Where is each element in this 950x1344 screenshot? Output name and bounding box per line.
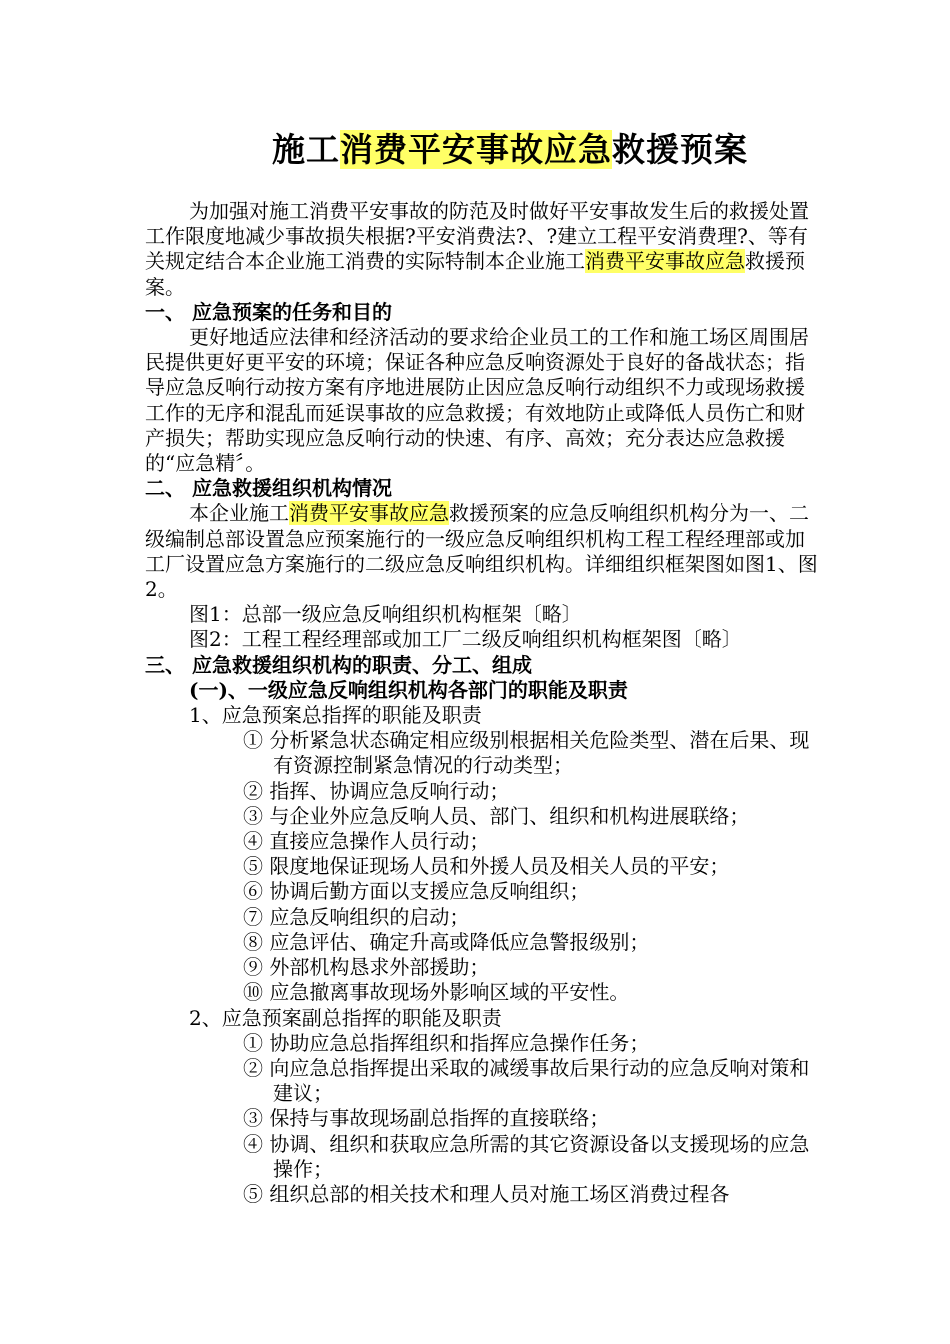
intro-text: 为加强对施工消费平安事故的防范及时做好平安事故发生后的救援处置工作限度地减少事故损失根据?平安消费法?、?建立工程平安消费理?、等有关规定结合本企业施工消费的实际特制本企业施工	[145, 199, 809, 274]
list-item: ⑥ 协调后勤方面以支援应急反响组织；	[243, 879, 590, 904]
intro-paragraph	[145, 199, 820, 300]
intro-tail: 救援预案。	[145, 249, 805, 299]
section-1-heading: 一、 应急预案的任务和目的	[145, 299, 392, 324]
list-item: ⑦ 应急反响组织的启动；	[243, 904, 470, 929]
list-item: ⑨ 外部机构恳求外部援助；	[243, 955, 490, 980]
list-item: ⑤ 组织总部的相关技术和理人员对施工场区消费过程各	[243, 1181, 730, 1206]
list-item: ③ 保持与事故现场副总指挥的直接联络；	[243, 1106, 610, 1131]
section-3-subheading: (一)、一级应急反响组织机构各部门的职能及职责	[189, 677, 628, 702]
list-item: ③ 与企业外应急反响人员、部门、组织和机构进展联络；	[243, 803, 750, 828]
section-3-heading: 三、 应急救援组织机构的职责、分工、组成	[145, 652, 532, 677]
part-1-title: 1、应急预案总指挥的职能及职责	[189, 703, 482, 728]
title-post: 救援预案	[612, 130, 748, 169]
part-2-title: 2、应急预案副总指挥的职能及职责	[189, 1005, 502, 1030]
section-2-heading: 二、 应急救援组织机构情况	[145, 476, 392, 501]
section-2-pre: 本企业施工	[189, 501, 289, 526]
list-item: ④ 直接应急操作人员行动；	[243, 829, 490, 854]
document-title	[0, 128, 950, 172]
section-2-body	[145, 501, 820, 602]
title-highlight: 消费平安事故应急	[340, 130, 612, 169]
section-2-post: 救援预案的应急反响组织机构分为一、二级编制总部设置急应预案施行的一级应急反响组织机构工程工程经理部或加工厂设置应急方案施行的二级应急反响组织机构。详细组织框架图如图1、图2。	[145, 501, 818, 602]
list-item: ① 分析紧急状态确定相应级别根据相关危险类型、潜在后果、现有资源控制紧急情况的行动类型；	[243, 728, 810, 778]
section-1-body: 更好地适应法律和经济活动的要求给企业员工的工作和施工场区周围居民提供更好更平安的环境；保证各种应急反响资源处于良好的备战状态；指导应急反响行动按方案有序地进展防止因应急反响行动组织不力或现场救援工作的无序和混乱而延误事故的应急救援；有效地防止或降低人员伤亡和财产损失；帮助实现应急反响行动的快速、有序、高效；充分表达应急救援的“应急精〞。	[145, 325, 809, 476]
list-item: ② 指挥、协调应急反响行动；	[243, 778, 510, 803]
list-item: ⑩ 应急撤离事故现场外影响区域的平安性。	[243, 980, 630, 1005]
title-pre: 施工	[272, 130, 340, 169]
list-item: ① 协助应急总指挥组织和指挥应急操作任务；	[243, 1030, 650, 1055]
list-item: ④ 协调、组织和获取应急所需的其它资源设备以支援现场的应急操作；	[243, 1131, 810, 1181]
list-item: ② 向应急总指挥提出采取的减缓事故后果行动的应急反响对策和建议；	[243, 1055, 810, 1106]
intro-highlight: 消费平安事故应急	[585, 249, 745, 274]
list-item: ⑤ 限度地保证现场人员和外援人员及相关人员的平安；	[243, 854, 730, 879]
document-body	[145, 199, 820, 1207]
list-item: ⑧ 应急评估、确定升高或降低应急警报级别；	[243, 929, 650, 954]
section-2-highlight: 消费平安事故应急	[289, 501, 449, 526]
figure-2-caption: 图2：工程工程经理部或加工厂二级反响组织机构框架图〔略〕	[189, 627, 742, 652]
figure-1-caption: 图1：总部一级应急反响组织机构框架〔略〕	[189, 602, 582, 627]
